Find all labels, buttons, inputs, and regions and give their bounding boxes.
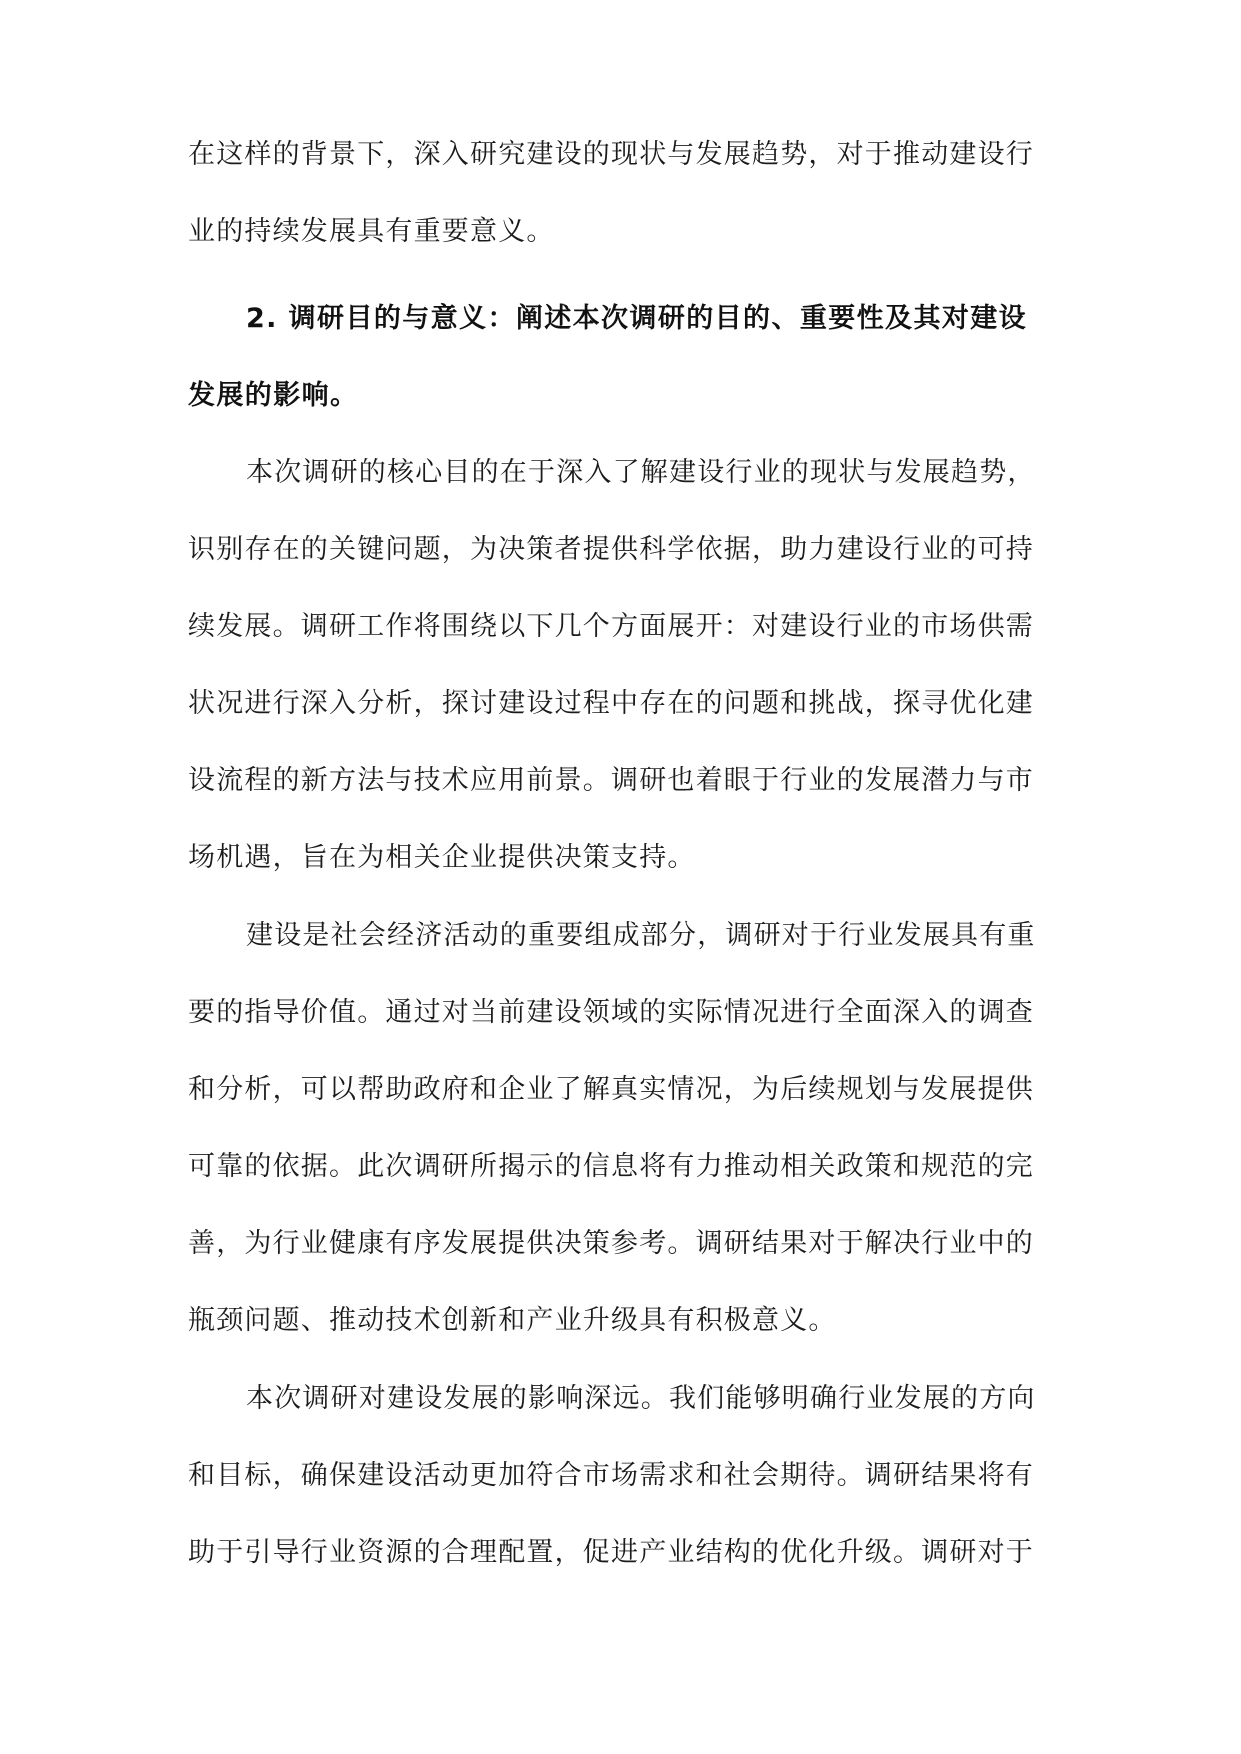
section-heading [188,280,1058,434]
text-line: 善，为行业健康有序发展提供决策参考。调研结果对于解决行业中的 [188,1228,1034,1259]
text-line: 建设是社会经济活动的重要组成部分，调研对于行业发展具有重 [246,920,1036,951]
text-line: 助于引导行业资源的合理配置，促进产业结构的优化升级。调研对于 [188,1537,1034,1568]
heading-line: 发展的影响。 [188,380,359,411]
intro-paragraph [188,116,1058,270]
text-line: 本次调研对建设发展的影响深远。我们能够明确行业发展的方向 [246,1383,1036,1414]
text-line: 要的指导价值。通过对当前建设领域的实际情况进行全面深入的调查 [188,997,1034,1028]
text-line: 场机遇，旨在为相关企业提供决策支持。 [188,842,696,873]
text-line: 业的持续发展具有重要意义。 [188,216,555,247]
text-line: 续发展。调研工作将围绕以下几个方面展开：对建设行业的市场供需 [188,611,1034,642]
text-line: 瓶颈问题、推动技术创新和产业升级具有积极意义。 [188,1305,837,1336]
text-line: 本次调研的核心目的在于深入了解建设行业的现状与发展趋势， [246,457,1036,488]
text-line: 在这样的背景下，深入研究建设的现状与发展趋势，对于推动建设行 [188,139,1034,170]
text-line: 识别存在的关键问题，为决策者提供科学依据，助力建设行业的可持 [188,534,1034,565]
paragraph-2 [188,897,1058,1359]
text-line: 和目标，确保建设活动更加符合市场需求和社会期待。调研结果将有 [188,1460,1034,1491]
text-line: 设流程的新方法与技术应用前景。调研也着眼于行业的发展潜力与市 [188,765,1034,796]
heading-line: 2. 调研目的与意义：阐述本次调研的目的、重要性及其对建设 [246,303,1028,334]
paragraph-1 [188,434,1058,896]
text-line: 和分析，可以帮助政府和企业了解真实情况，为后续规划与发展提供 [188,1074,1034,1105]
text-line: 可靠的依据。此次调研所揭示的信息将有力推动相关政策和规范的完 [188,1151,1034,1182]
paragraph-3 [188,1360,1058,1591]
text-line: 状况进行深入分析，探讨建设过程中存在的问题和挑战，探寻优化建 [188,688,1034,719]
